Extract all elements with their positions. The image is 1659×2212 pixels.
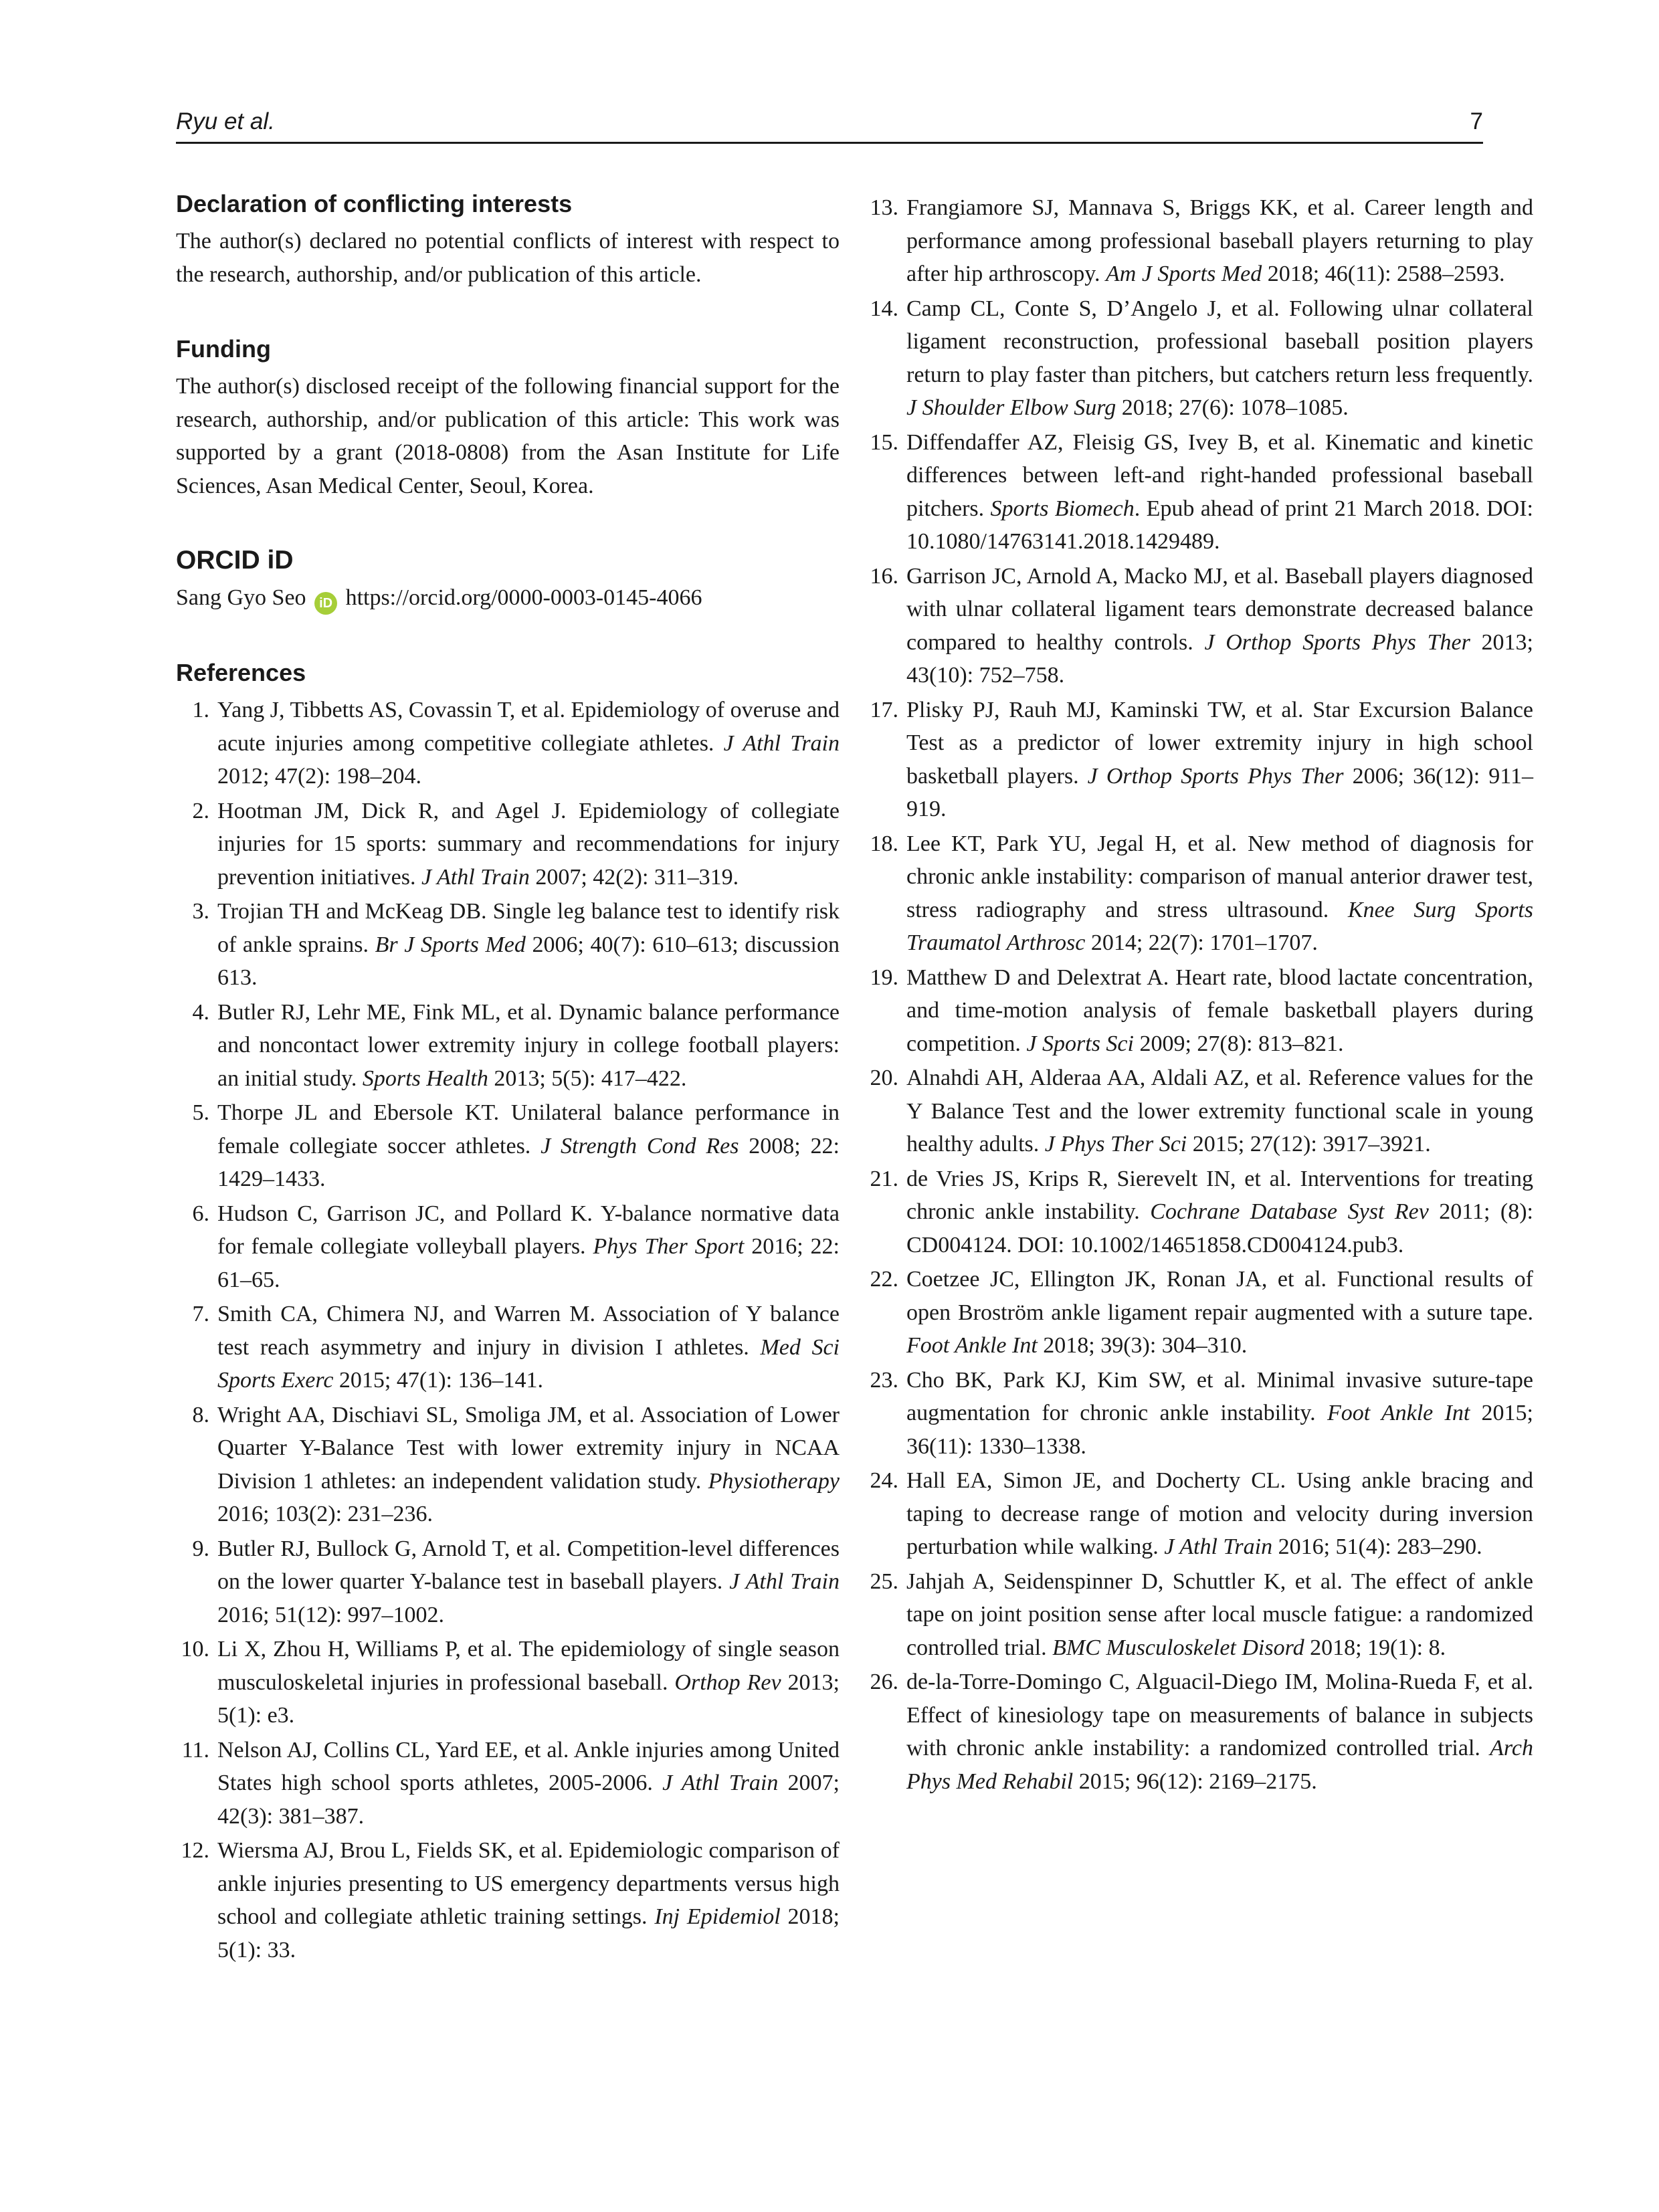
reference-item [176,1197,840,1297]
reference-citation: 2007; 42(3): 381–387. [217,1771,840,1829]
page-number: 7 [1470,108,1483,134]
reference-journal: Foot Ankle Int [1327,1401,1470,1425]
reference-text: Wright AA, Dischiavi SL, Smoliga JM, et al. Association of Lower Quarter Y-Balance Test with lower extremity injury in NCAA Division 1 athletes: an independent validation study. [217,1402,840,1494]
declaration-section [176,187,840,291]
reference-citation: 2018; 46(11): 2588–2593. [1262,262,1505,286]
reference-citation: 2016; 22: 61–65. [217,1234,840,1292]
reference-text: Li X, Zhou H, Williams P, et al. The epidemiology of single season musculoskeletal injuries in professional baseball. [217,1637,840,1695]
orcid-author-name: Sang Gyo Seo [176,585,306,610]
orcid-section [176,544,840,615]
reference-item [865,560,1533,692]
reference-number: 6. [192,1201,209,1226]
reference-journal: J Athl Train [723,730,840,756]
reference-citation: 2013; 43(10): 752–758. [906,629,1533,688]
reference-text: Hudson C, Garrison JC, and Pollard K. Y-balance normative data for female collegiate volleyball players. [217,1201,840,1259]
reference-item [176,1633,840,1732]
reference-item [865,961,1533,1061]
reference-text: Diffendaffer AZ, Fleisig GS, Ivey B, et al. Kinematic and kinetic differences between left-and right-handed professional baseball pitchers. [906,429,1533,521]
reference-item [176,1298,840,1397]
reference-journal: Sports Biomech [990,496,1135,521]
reference-citation: 2007; 42(2): 311–319. [529,864,739,890]
reference-text: Trojian TH and McKeag DB. Single leg balance test to identify risk of ankle sprains. [217,899,840,957]
reference-item [176,694,840,793]
reference-number: 1. [192,698,209,722]
reference-text: de Vries JS, Krips R, Sierevelt IN, et al. Interventions for treating chronic ankle instability. [906,1166,1533,1224]
reference-text: Coetzee JC, Ellington JK, Ronan JA, et al. Functional results of open Broström ankle ligament repair augmented with a suture tape. [906,1267,1533,1325]
reference-number: 3. [192,899,209,924]
orcid-heading: ORCID iD [176,546,294,575]
reference-text: Cho BK, Park KJ, Kim SW, et al. Minimal invasive suture-tape augmentation for chronic ankle instability. [906,1367,1533,1425]
reference-text: Matthew D and Delextrat A. Heart rate, blood lactate concentration, and time-motion analysis of female basketball players during competition. [906,965,1533,1056]
reference-text: Frangiamore SJ, Mannava S, Briggs KK, et al. Career length and performance among professional baseball players returning to play after hip arthroscopy. [906,195,1533,286]
reference-number: 20. [870,1066,898,1090]
reference-journal: J Athl Train [421,864,530,890]
reference-number: 11. [181,1737,209,1763]
reference-citation: 2013; 5(1): e3. [217,1670,840,1728]
reference-text: Smith CA, Chimera NJ, and Warren M. Association of Y balance test reach asymmetry and injury in division I athletes. [217,1302,840,1360]
reference-journal: BMC Musculoskelet Disord [1052,1635,1304,1660]
reference-item [865,827,1533,960]
reference-journal: Foot Ankle Int [906,1333,1038,1358]
reference-number: 9. [192,1536,209,1561]
reference-number: 26. [870,1670,898,1694]
reference-journal: J Athl Train [662,1771,779,1795]
reference-item [865,1666,1533,1798]
reference-item [865,1565,1533,1665]
references-heading: References [176,659,306,686]
reference-citation: 2018; 19(1): 8. [1304,1635,1446,1660]
reference-item [865,1263,1533,1363]
reference-number: 23. [870,1367,898,1393]
reference-journal: J Athl Train [1164,1534,1273,1559]
reference-number: 21. [870,1166,898,1191]
reference-citation: 2013; 5(5): 417–422. [488,1066,687,1091]
running-head-authors: Ryu et al. [176,108,275,134]
reference-journal: Arch Phys Med Rehabil [906,1736,1533,1794]
declaration-heading: Declaration of conflicting interests [176,190,573,217]
reference-citation: . Epub ahead of print 21 March 2018. DOI: 10.1080/14763141.2018.1429489. [906,496,1533,554]
reference-number: 25. [870,1569,898,1594]
reference-citation: 2018; 39(3): 304–310. [1037,1333,1248,1358]
reference-number: 4. [192,999,209,1025]
reference-item [176,895,840,995]
reference-text: Hall EA, Simon JE, and Docherty CL. Using ankle bracing and taping to decrease range of motion and velocity during inversion perturbation while walking. [906,1468,1533,1559]
orcid-icon[interactable]: iD [314,592,337,615]
reference-journal: J Strength Cond Res [541,1133,739,1159]
reference-journal: Knee Surg Sports Traumatol Arthrosc [906,897,1533,955]
reference-citation: 2016; 103(2): 231–236. [217,1502,433,1526]
reference-citation: 2014; 22(7): 1701–1707. [1085,930,1318,955]
reference-number: 17. [870,697,898,722]
reference-number: 12. [181,1838,209,1863]
reference-text: Nelson AJ, Collins CL, Yard EE, et al. Ankle injuries among United States high school sports athletes, 2005-2006. [217,1737,840,1795]
reference-number: 15. [870,429,898,455]
reference-item [176,795,840,894]
orcid-line [176,581,840,615]
reference-citation: 2012; 47(2): 198–204. [217,764,422,789]
reference-journal: Sports Health [362,1066,488,1091]
references-list-left [176,694,840,1967]
funding-text: The author(s) disclosed receipt of the following financial support for the research, authorship, and/or publication of this article: This work was supported by a grant (2018-0808) from the Asan Institute for Life Sciences, Asan Medical Center, Seoul, Korea. [176,374,840,498]
reference-journal: Phys Ther Sport [593,1234,745,1259]
reference-journal: Orthop Rev [674,1670,781,1695]
reference-item [176,1532,840,1632]
reference-citation: 2015; 47(1): 136–141. [333,1368,543,1393]
reference-citation: 2016; 51(12): 997–1002. [217,1602,445,1627]
reference-text: de-la-Torre-Domingo C, Alguacil-Diego IM, Molina-Rueda F, et al. Effect of kinesiology tape on measurements of balance in subjects with chronic ankle instability: a randomized controlled trial. [906,1670,1533,1761]
reference-journal: J Orthop Sports Phys Ther [1087,763,1344,789]
reference-text: Butler RJ, Bullock G, Arnold T, et al. Competition-level differences on the lower quarter Y-balance test in baseball players. [217,1536,840,1594]
reference-journal: J Sports Sci [1026,1031,1134,1056]
reference-citation: 2018; 27(6): 1078–1085. [1116,395,1349,420]
reference-citation: 2015; 96(12): 2169–2175. [1073,1769,1317,1794]
reference-journal: Inj Epidemiol [654,1904,781,1929]
reference-item [865,191,1533,291]
header-rule [176,142,1483,144]
reference-number: 8. [192,1402,209,1427]
reference-number: 5. [192,1100,209,1125]
reference-text: Garrison JC, Arnold A, Macko MJ, et al. Baseball players diagnosed with ulnar collateral ligament tears demonstrate decreased balance compared to healthy controls. [906,563,1533,655]
reference-text: Wiersma AJ, Brou L, Fields SK, et al. Epidemiologic comparison of ankle injuries presenting to US emergency departments versus high school and collegiate athletic training settings. [217,1838,840,1929]
reference-item [176,1399,840,1531]
references-list-right [865,191,1533,1798]
reference-number: 10. [181,1637,209,1662]
reference-journal: J Phys Ther Sci [1044,1132,1187,1157]
reference-text: Hootman JM, Dick R, and Agel J. Epidemiology of collegiate injuries for 15 sports: summary and recommendations for injury prevention initiatives. [217,798,840,890]
reference-citation: 2011; (8): CD004124. DOI: 10.1002/14651858.CD004124.pub3. [906,1199,1533,1258]
reference-item [865,426,1533,559]
reference-number: 19. [870,965,898,990]
reference-citation: 2006; 36(12): 911–919. [906,763,1533,821]
reference-text: Butler RJ, Lehr ME, Fink ML, et al. Dynamic balance performance and noncontact lower extremity injury in college football players: an initial study. [217,999,840,1091]
orcid-link[interactable]: https://orcid.org/0000-0003-0145-4066 [345,585,702,610]
reference-journal: Br J Sports Med [375,932,526,957]
reference-number: 14. [870,296,898,321]
reference-number: 13. [870,195,898,220]
reference-citation: 2006; 40(7): 610–613; discussion 613. [217,932,840,990]
reference-citation: 2009; 27(8): 813–821. [1133,1031,1344,1056]
reference-item [176,1734,840,1833]
funding-heading: Funding [176,335,271,363]
reference-citation: 2015; 36(11): 1330–1338. [906,1401,1534,1459]
reference-item [865,694,1533,826]
reference-item [865,292,1533,425]
reference-item [176,1834,840,1967]
reference-text: Jahjah A, Seidenspinner D, Schuttler K, et al. The effect of ankle tape on joint position sense after local muscle fatigue: a randomized controlled trial. [906,1569,1533,1660]
reference-journal: Med Sci Sports Exerc [217,1334,840,1393]
reference-item [865,1062,1533,1161]
left-column [176,187,840,1968]
reference-number: 24. [870,1468,898,1493]
reference-text: Alnahdi AH, Alderaa AA, Aldali AZ, et al. Reference values for the Y Balance Test and the lower extremity functional scale in young healthy adults. [906,1066,1533,1157]
reference-journal: Physiotherapy [708,1468,840,1494]
reference-text: Yang J, Tibbetts AS, Covassin T, et al. Epidemiology of overuse and acute injuries among competitive collegiate athletes. [217,698,840,756]
reference-journal: J Athl Train [729,1569,840,1594]
reference-journal: Am J Sports Med [1106,262,1262,286]
reference-number: 22. [870,1267,898,1292]
reference-text: Camp CL, Conte S, D’Angelo J, et al. Following ulnar collateral ligament reconstruction, professional baseball position players return to play faster than pitchers, but catchers return less frequently. [906,296,1533,387]
reference-citation: 2008; 22: 1429–1433. [217,1133,840,1191]
reference-number: 2. [192,798,209,823]
reference-text: Thorpe JL and Ebersole KT. Unilateral balance performance in female collegiate soccer athletes. [217,1100,840,1159]
reference-number: 18. [870,831,898,856]
reference-item [865,1364,1533,1464]
reference-item [176,996,840,1096]
reference-citation: 2015; 27(12): 3917–3921. [1187,1132,1431,1157]
reference-item [865,1464,1533,1564]
declaration-text: The author(s) declared no potential conflicts of interest with respect to the research, authorship, and/or publication of this article. [176,229,840,287]
reference-text: Plisky PJ, Rauh MJ, Kaminski TW, et al. Star Excursion Balance Test as a predictor of lower extremity injury in high school basketball players. [906,697,1533,789]
reference-item [865,1163,1533,1262]
reference-text: Lee KT, Park YU, Jegal H, et al. New method of diagnosis for chronic ankle instability: comparison of manual anterior drawer test, stress radiography and stress ultrasound. [906,831,1533,922]
reference-item [176,1096,840,1196]
reference-journal: J Shoulder Elbow Surg [906,395,1116,420]
funding-section [176,332,840,502]
reference-journal: Cochrane Database Syst Rev [1150,1199,1429,1224]
reference-citation: 2016; 51(4): 283–290. [1272,1534,1482,1559]
reference-citation: 2018; 5(1): 33. [217,1904,840,1963]
reference-number: 16. [870,563,898,589]
reference-journal: J Orthop Sports Phys Ther [1204,629,1470,655]
reference-number: 7. [192,1302,209,1326]
right-column [865,191,1533,1799]
